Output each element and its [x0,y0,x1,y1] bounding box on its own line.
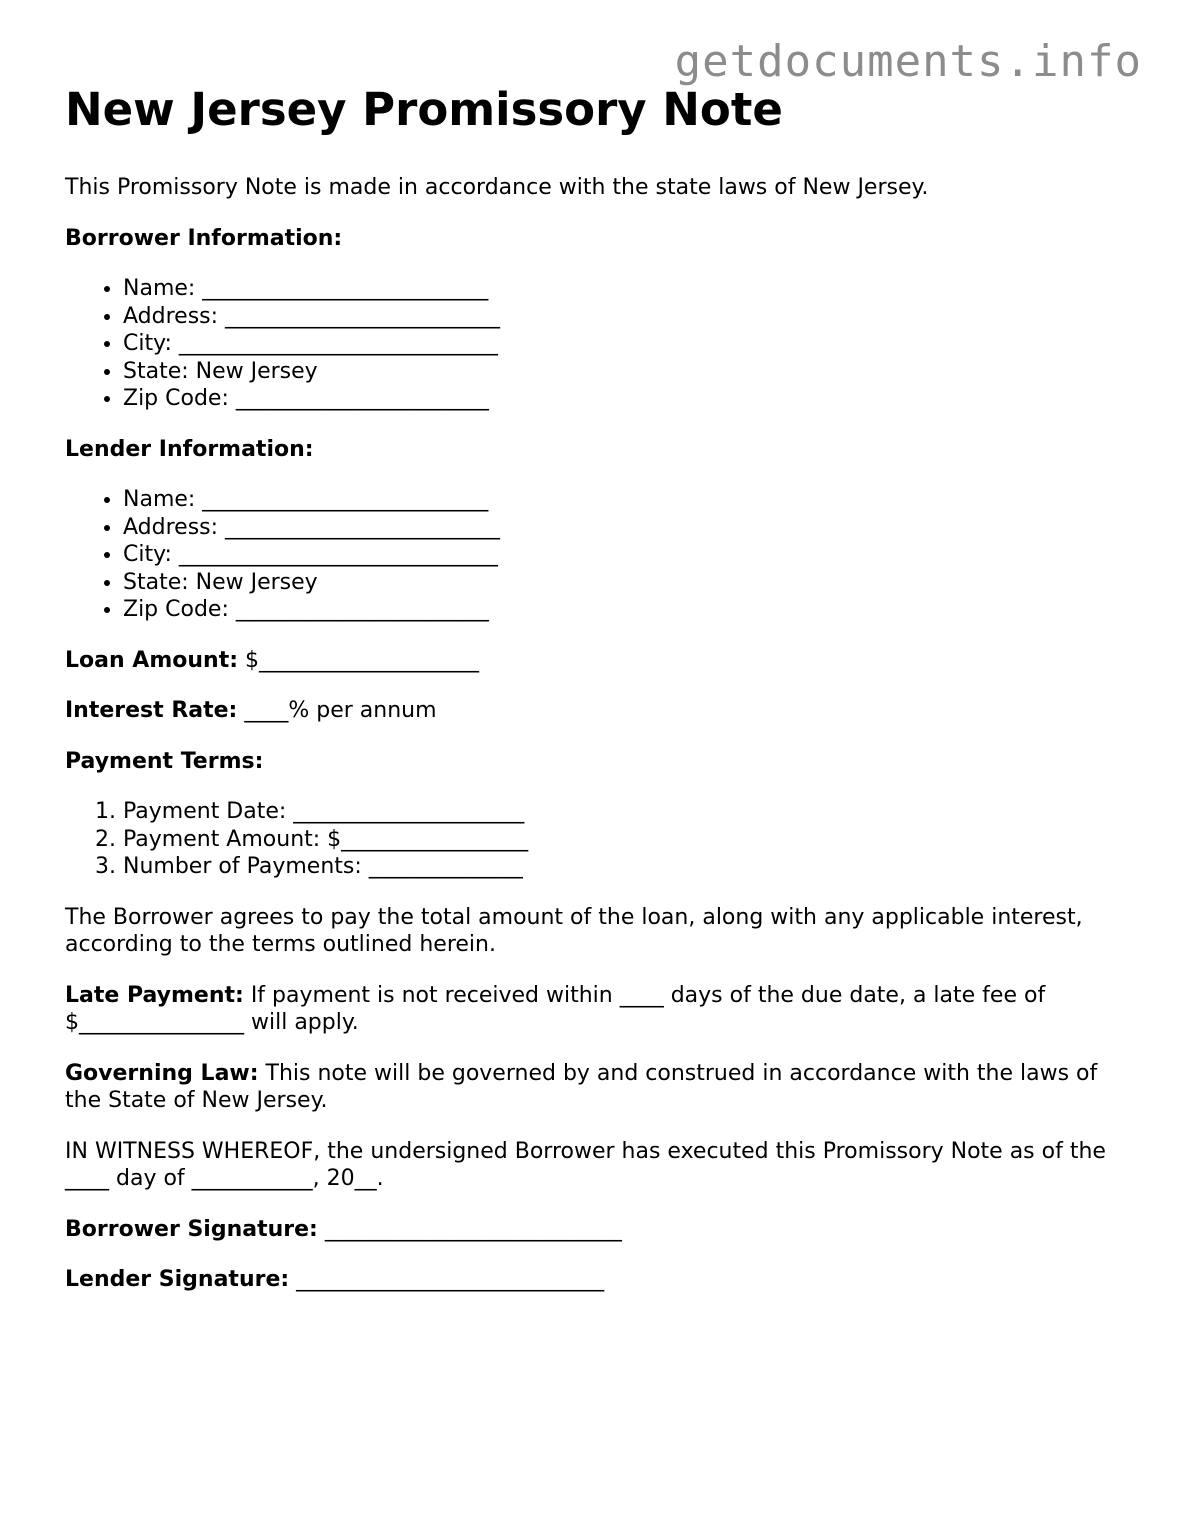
lender-name-field: • Name: __________________________ [123,486,1125,514]
lender-state-field: • State: New Jersey [123,569,1125,597]
watermark: getdocuments.info [674,36,1142,87]
borrower-city-field: • City: _____________________________ [123,330,1125,358]
lender-city-field: • City: _____________________________ [123,541,1125,569]
lender-signature-label: Lender Signature: [65,1267,290,1292]
borrower-name-field: • Name: __________________________ [123,275,1125,303]
late-payment-label: Late Payment: [65,982,244,1008]
number-of-payments-field: 3. Number of Payments: ______________ [123,853,1125,881]
lender-address-field: • Address: _________________________ [123,514,1125,542]
borrower-state-field: • State: New Jersey [123,358,1125,386]
payment-terms-list [65,798,1125,881]
payment-date-field: 1. Payment Date: _____________________ [123,798,1125,826]
intro-text: This Promissory Note is made in accordance with the state laws of New Jersey. [65,175,929,200]
witness-text: IN WITNESS WHEREOF, the undersigned Borrower has executed this Promissory Note as of the ____ day of ___________, 20__. [65,1138,1106,1191]
borrower-zip-field: • Zip Code: _______________________ [123,385,1125,413]
document-page [65,80,1125,1317]
payment-terms-heading: Payment Terms: [65,748,264,774]
late-payment-text: If payment is not received within ____ days of the due date, a late fee of $_______________ will apply. [65,982,1046,1035]
borrower-list [65,275,1125,413]
lender-signature-blank: ____________________________ [289,1267,605,1292]
lender-zip-field: • Zip Code: _______________________ [123,596,1125,624]
borrower-signature-blank: ___________________________ [317,1216,622,1242]
borrower-address-field: • Address: _________________________ [123,303,1125,331]
borrower-signature-line [65,1216,1125,1244]
borrower-signature-label: Borrower Signature: [65,1216,318,1242]
agreement-text: The Borrower agrees to pay the total amount of the loan, along with any applicable interest, according to the terms outlined herein. [65,904,1083,957]
governing-law-line [65,1060,1125,1115]
governing-law-text: This note will be governed by and construed in accordance with the laws of the State of New Jersey. [65,1060,1098,1113]
late-payment-line [65,982,1125,1037]
governing-law-label: Governing Law: [65,1060,259,1086]
borrower-heading: Borrower Information: [65,225,343,251]
loan-amount-value: $____________________ [238,647,480,673]
lender-heading: Lender Information: [65,436,314,462]
lender-signature-line [65,1266,1125,1294]
lender-list [65,486,1125,624]
loan-amount-label: Loan Amount: [65,647,239,673]
payment-amount-field: 2. Payment Amount: $_________________ [123,826,1125,854]
page-title: New Jersey Promissory Note [65,83,783,136]
interest-rate-value: ____% per annum [237,698,437,723]
loan-amount-line [65,647,1125,675]
interest-rate-label: Interest Rate: [65,698,238,723]
interest-rate-line [65,697,1125,725]
